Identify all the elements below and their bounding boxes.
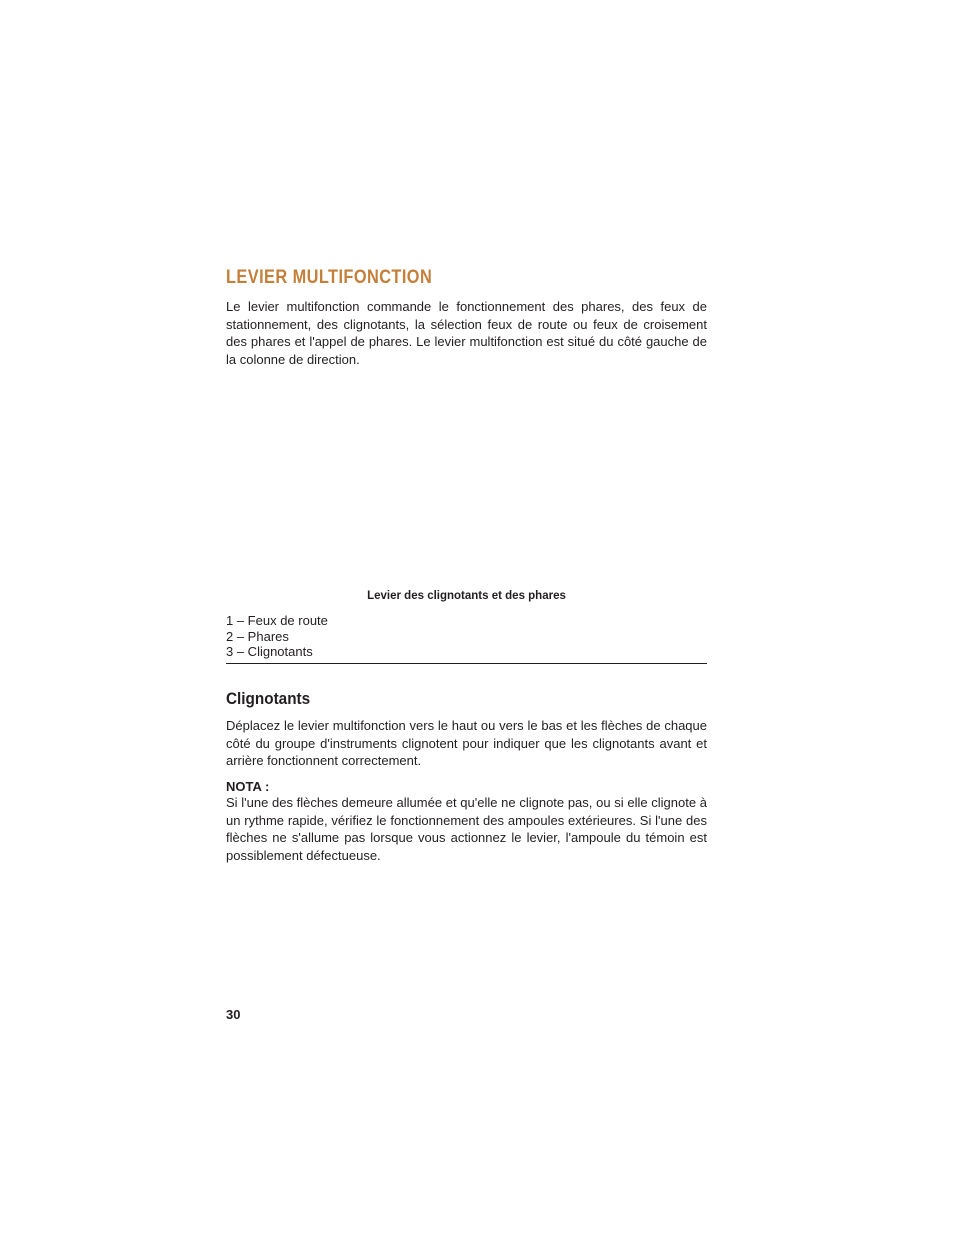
legend-item: 3 – Clignotants	[226, 644, 313, 659]
intro-paragraph: Le levier multifonction commande le fonctionnement des phares, des feux de stationnement, des clignotants, la sélection feux de route ou feux de croisement des phares et l'appel de phares. Le levier multifonction est situé du côté gauche de la colonne de direction.	[226, 299, 707, 367]
clignotants-paragraph: Déplacez le levier multifonction vers le haut ou vers le bas et les flèches de chaque côté du groupe d'instruments clignotent pour indiquer que les clignotants avant et arrière fonctionnent correctement.	[226, 718, 707, 768]
subsection-title: Clignotants	[226, 689, 311, 708]
legend-item: 2 – Phares	[226, 628, 289, 644]
figure-legend	[226, 613, 328, 660]
note-label: NOTA :	[226, 779, 270, 794]
page-number: 30	[226, 1007, 241, 1022]
figure-caption: Levier des clignotants et des phares	[367, 590, 566, 602]
legend-item: 1 – Feux de route	[226, 613, 328, 628]
section-title: LEVIER MULTIFONCTION	[226, 267, 433, 288]
legend-divider	[226, 663, 707, 664]
note-paragraph: Si l'une des flèches demeure allumée et qu'elle ne clignote pas, ou si elle clignote à un rythme rapide, vérifiez le fonctionnement des ampoules extérieures. Si l'une des flèches ne s'allume pas lorsque vous actionnez le levier, l'ampoule du témoin est possiblement défectueuse.	[226, 795, 707, 863]
